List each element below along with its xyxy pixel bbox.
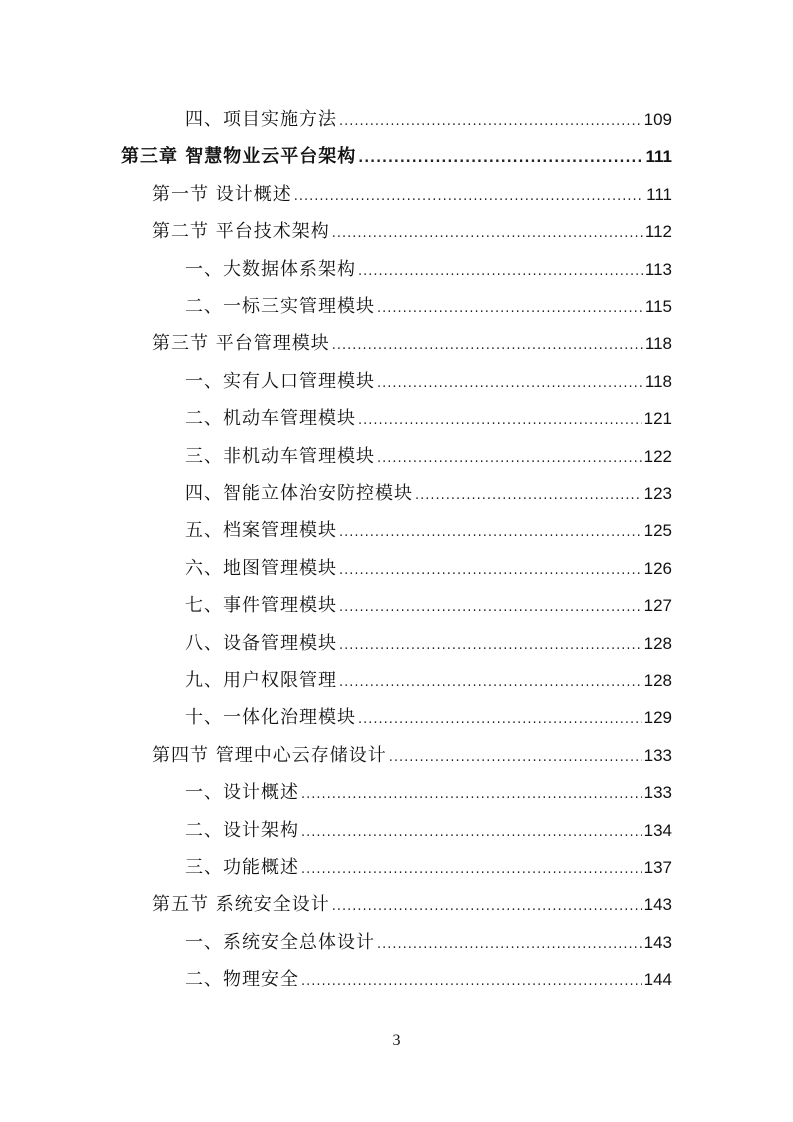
toc-entry[interactable]	[152, 217, 672, 247]
toc-dot-leader	[358, 264, 643, 279]
toc-dot-leader	[358, 413, 642, 428]
toc-dot-leader	[377, 451, 642, 466]
toc-entry-title: 第一节 设计概述	[152, 183, 292, 205]
toc-entry-page: 128	[643, 671, 672, 690]
toc-dot-leader	[301, 825, 642, 840]
toc-entry-title: 第五节 系统安全设计	[152, 894, 330, 916]
toc-entry-page: 125	[643, 521, 672, 541]
toc-entry-page: 121	[643, 409, 672, 429]
toc-dot-leader	[332, 338, 643, 353]
toc-dot-leader	[339, 638, 642, 653]
toc-entry-page: 111	[646, 184, 672, 204]
toc-entry-page: 143	[643, 895, 672, 915]
toc-entry-title: 五、档案管理模块	[185, 520, 337, 542]
toc-entry-page: 127	[643, 596, 672, 616]
toc-entry-title: 二、一标三实管理模块	[185, 296, 375, 317]
toc-dot-leader	[358, 712, 642, 727]
toc-entry[interactable]	[185, 479, 672, 509]
toc-dot-leader	[301, 974, 642, 989]
toc-entry-page: 133	[643, 745, 672, 765]
toc-entry-title: 二、设计架构	[185, 819, 299, 841]
toc-dot-leader	[377, 376, 643, 391]
toc-dot-leader	[358, 151, 643, 166]
toc-entry[interactable]	[185, 629, 672, 659]
toc-entry-page: 111	[645, 147, 672, 167]
toc-entry-page: 128	[643, 633, 672, 653]
toc-dot-leader	[339, 675, 642, 690]
toc-entry[interactable]	[185, 442, 672, 472]
toc-entry-page: 118	[644, 371, 672, 391]
toc-dot-leader	[332, 226, 643, 241]
toc-entry-title: 六、地图管理模块	[185, 557, 337, 579]
toc-entry-title: 第三章 智慧物业云平台架构	[121, 146, 357, 168]
toc-entry-page: 129	[643, 708, 672, 728]
toc-entry-page: 115	[644, 297, 672, 316]
toc-entry-title: 一、设计概述	[185, 782, 299, 804]
toc-entry-title: 三、功能概述	[185, 857, 299, 878]
toc-entry-title: 一、大数据体系架构	[185, 258, 356, 280]
toc-entry-page: 134	[643, 820, 672, 840]
toc-entry[interactable]	[185, 105, 672, 135]
toc-entry[interactable]	[185, 255, 672, 285]
toc-dot-leader	[389, 750, 642, 765]
toc-entry-title: 九、用户权限管理	[185, 670, 337, 691]
toc-entry[interactable]	[185, 965, 672, 995]
toc-dot-leader	[415, 488, 642, 503]
toc-entry-page: 144	[643, 970, 672, 990]
toc-entry-page: 137	[643, 858, 672, 877]
toc-entry-page: 123	[643, 484, 672, 503]
toc-entry-title: 第三节 平台管理模块	[152, 333, 330, 355]
toc-entry-title: 四、项目实施方法	[185, 109, 337, 130]
toc-dot-leader	[332, 899, 642, 914]
toc-dot-leader	[294, 189, 644, 204]
toc-entry[interactable]	[152, 180, 672, 210]
toc-entry[interactable]	[185, 816, 672, 846]
toc-entry-title: 三、非机动车管理模块	[185, 445, 375, 467]
toc-dot-leader	[301, 862, 642, 877]
toc-entry-page: 112	[644, 222, 672, 242]
toc-dot-leader	[339, 525, 642, 540]
toc-entry-title: 一、实有人口管理模块	[185, 370, 375, 392]
toc-entry-page: 122	[643, 446, 672, 466]
toc-entry[interactable]	[152, 741, 672, 771]
toc-entry-title: 二、机动车管理模块	[185, 408, 356, 430]
toc-entry[interactable]	[185, 292, 672, 322]
toc-entry[interactable]	[185, 516, 672, 546]
toc-entry-title: 二、物理安全	[185, 969, 299, 991]
toc-entry-title: 八、设备管理模块	[185, 632, 337, 654]
toc-entry-title: 一、系统安全总体设计	[185, 931, 375, 953]
toc-entry[interactable]	[185, 778, 672, 808]
toc-entry[interactable]	[185, 367, 672, 397]
toc-entry-page: 133	[643, 783, 672, 803]
toc-entry[interactable]	[185, 666, 672, 696]
toc-entry[interactable]	[185, 703, 672, 733]
toc-entry[interactable]	[152, 890, 672, 920]
toc-entry[interactable]	[185, 928, 672, 958]
toc-entry-title: 第二节 平台技术架构	[152, 221, 330, 243]
toc-dot-leader	[339, 600, 642, 615]
page-number: 3	[392, 1032, 401, 1049]
toc-entry-page: 109	[643, 110, 672, 129]
toc-dot-leader	[339, 563, 642, 578]
toc-entry[interactable]	[121, 142, 672, 172]
toc-entry-page: 143	[643, 932, 672, 952]
toc-entry-page: 113	[644, 259, 672, 279]
toc-dot-leader	[377, 301, 643, 316]
toc-dot-leader	[301, 787, 642, 802]
toc-entry-title: 十、一体化治理模块	[185, 707, 356, 729]
toc-entry[interactable]	[185, 853, 672, 883]
toc-entry-page: 126	[643, 558, 672, 578]
toc-entry[interactable]	[152, 329, 672, 359]
toc-dot-leader	[377, 937, 642, 952]
toc-entry-title: 四、智能立体治安防控模块	[185, 483, 413, 504]
toc-entry-title: 第四节 管理中心云存储设计	[152, 744, 387, 766]
toc-entry[interactable]	[185, 554, 672, 584]
toc-entry-title: 七、事件管理模块	[185, 595, 337, 617]
toc-entry-page: 118	[644, 334, 672, 354]
toc-entry[interactable]	[185, 404, 672, 434]
toc-dot-leader	[339, 114, 642, 129]
toc-entry[interactable]	[185, 591, 672, 621]
